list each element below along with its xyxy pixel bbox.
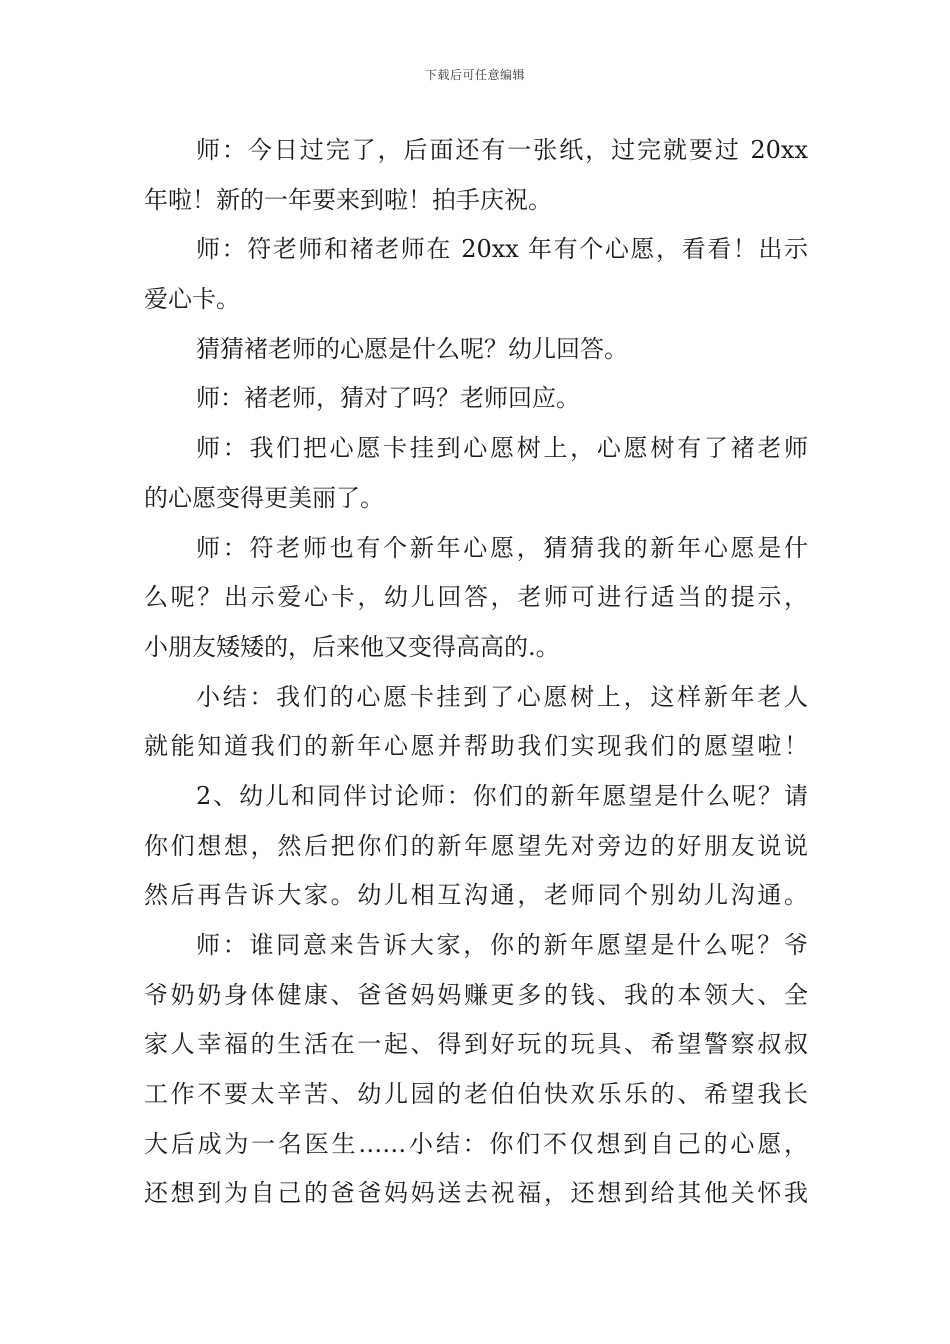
text-line: 就能知道我们的新年心愿并帮助我们实现我们的愿望啦！: [144, 732, 808, 761]
text-line: 还想到为自己的爸爸妈妈送去祝福，还想到给其他关怀我: [144, 1179, 808, 1208]
text-line: 师：褚老师，猜对了吗？老师回应。: [196, 384, 580, 413]
text-line: 师：谁同意来告诉大家，你的新年愿望是什么呢？爷: [196, 931, 808, 959]
text-line: 小结：我们的心愿卡挂到了心愿树上，这样新年老人: [196, 682, 808, 711]
text-line: 工作不要太辛苦、幼儿园的老伯伯快欢乐乐的、希望我长: [144, 1080, 808, 1109]
document-body: [144, 126, 808, 1219]
text-line: 你们想想，然后把你们的新年愿望先对旁边的好朋友说说: [144, 831, 808, 860]
text-line: 猜猜褚老师的心愿是什么呢？幼儿回答。: [196, 334, 628, 363]
text-line: 师：符老师也有个新年心愿，猜猜我的新年心愿是什: [196, 533, 808, 562]
text-line: 小朋友矮矮的，后来他又变得高高的.。: [144, 632, 560, 661]
text-line: 师：符老师和褚老师在 20xx 年有个心愿，看看！出示: [196, 235, 808, 264]
text-line: 年啦！新的一年要来到啦！拍手庆祝。: [144, 185, 552, 214]
text-line: 爷奶奶身体健康、爸爸妈妈赚更多的钱、我的本领大、全: [144, 980, 808, 1009]
text-line: 么呢？出示爱心卡，幼儿回答，老师可进行适当的提示，: [144, 583, 808, 612]
page-header-note: 下载后可任意编辑: [424, 68, 525, 82]
text-line: 大后成为一名医生……小结：你们不仅想到自己的心愿，: [144, 1129, 808, 1158]
text-line: 师：我们把心愿卡挂到心愿树上，心愿树有了褚老师: [196, 434, 808, 463]
text-line: 师：今日过完了，后面还有一张纸，过完就要过 20xx: [196, 136, 808, 164]
text-line: 家人幸福的生活在一起、得到好玩的玩具、希望警察叔叔: [144, 1030, 808, 1059]
text-line: 然后再告诉大家。幼儿相互沟通，老师同个别幼儿沟通。: [144, 881, 808, 910]
text-line: 的心愿变得更美丽了。: [144, 483, 384, 512]
text-line: 爱心卡。: [144, 285, 240, 314]
text-line: 2、幼儿和同伴讨论师：你们的新年愿望是什么呢？请: [196, 781, 808, 810]
